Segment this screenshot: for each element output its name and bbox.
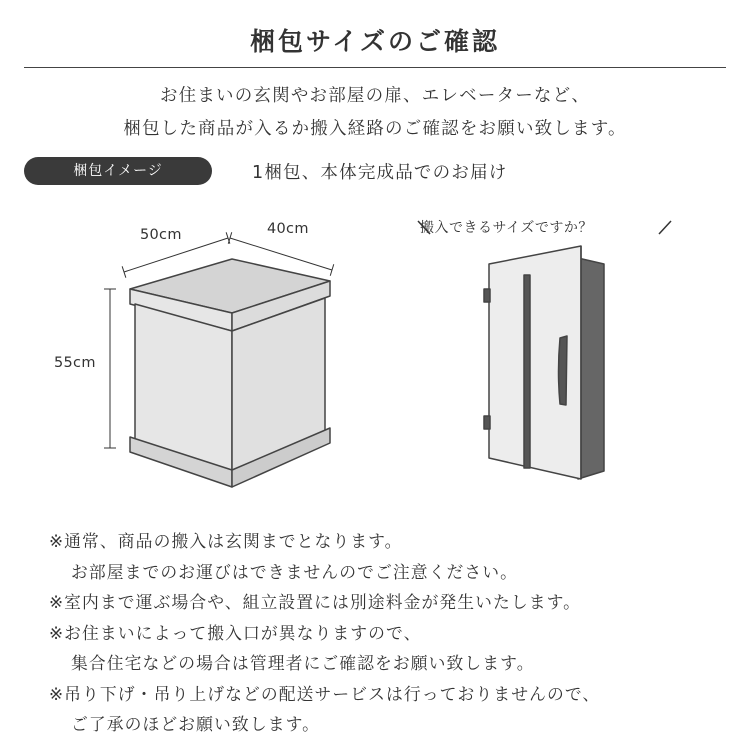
package-description: 1梱包、本体完成品でのお届け <box>252 163 508 183</box>
note-line-2: お部屋までのお運びはできませんのでご注意ください。 <box>71 562 519 582</box>
note-line-5: 集合住宅などの場合は管理者にご確認をお願い致します。 <box>71 653 535 673</box>
door-frame-opening <box>578 258 604 479</box>
package-box <box>130 259 330 487</box>
intro-line-1: お住まいの玄関やお部屋の扉、エレベーターなど、 <box>159 86 591 106</box>
dimension-width-label: 50cm <box>140 227 182 243</box>
dimension-depth-label: 40cm <box>267 221 309 237</box>
package-image-label: 梱包イメージ <box>24 157 212 185</box>
door-hinge-top <box>484 289 490 302</box>
note-line-1: ※通常、商品の搬入は玄関までとなります。 <box>49 531 403 551</box>
note-line-6: ※吊り下げ・吊り上げなどの配送サービスは行っておりませんので、 <box>49 684 601 704</box>
dimension-height-label: 55cm <box>54 355 96 371</box>
intro-line-2: 梱包した商品が入るか搬入経路のご確認をお願い致します。 <box>123 119 627 139</box>
door-glass-slot <box>524 275 530 468</box>
slash-right <box>659 221 671 234</box>
note-line-3: ※室内まで運ぶ場合や、組立設置には別途料金が発生いたします。 <box>49 592 582 612</box>
note-line-7: ご了承のほどお願い致します。 <box>71 714 320 734</box>
door <box>484 246 604 479</box>
door-handle-icon <box>559 336 568 405</box>
door-question: 搬入できるサイズですか？ <box>420 220 593 236</box>
page-title: 梱包サイズのご確認 <box>249 27 500 56</box>
door-hinge-bottom <box>484 416 490 429</box>
note-line-4: ※お住まいによって搬入口が異なりますので、 <box>49 623 422 643</box>
